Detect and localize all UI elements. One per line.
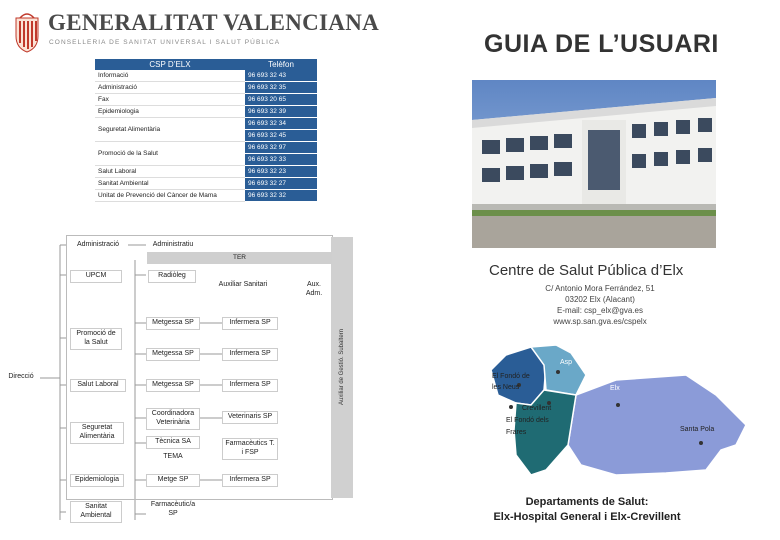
contact-phone: 96 693 20 65 [245, 94, 317, 106]
org-upcm: UPCM [70, 270, 122, 283]
address-line: 03202 Elx (Alacant) [565, 295, 635, 304]
table-row [95, 118, 317, 130]
org-epidemiologia: Epidemiologia [70, 474, 124, 487]
departments-caption [481, 495, 693, 525]
marker-aspe [556, 370, 560, 374]
centre-address [500, 283, 700, 327]
table-row [95, 70, 317, 82]
org-administracio: Administració [68, 240, 128, 251]
org-farmaceutica: Farmacèutic/a SP [146, 500, 200, 520]
contact-name: Administració [95, 82, 245, 94]
contact-phone: 96 693 32 33 [245, 154, 317, 166]
org-veterinaris: Veterinaris SP [222, 411, 278, 424]
table-header [95, 59, 317, 70]
contact-name: Unitat de Prevenció del Càncer de Mama [95, 190, 245, 202]
logo-subtitle: CONSELLERIA DE SANITAT UNIVERSAL I SALUT PÚBLICA [49, 39, 281, 46]
logo-name: GENERALITAT VALENCIANA [48, 10, 380, 35]
table-row [95, 142, 317, 154]
table-row [95, 190, 317, 202]
address-line: C/ Antonio Mora Ferrández, 51 [545, 284, 655, 293]
contact-name: Salut Laboral [95, 166, 245, 178]
map-label-elx: Elx [610, 385, 620, 392]
org-direccio: Direcció [2, 372, 40, 383]
contact-phone: 96 693 32 35 [245, 82, 317, 94]
centre-title: Centre de Salut Pública d’Elx [489, 262, 684, 279]
col-phone-header: Telèfon [245, 59, 317, 70]
marker-santa-pola [699, 441, 703, 445]
org-tecnica-sa: Tècnica SA [146, 436, 200, 449]
col-name-header: CSP D’ELX [95, 59, 245, 70]
org-aux-adm: Aux. Adm. [298, 280, 330, 300]
contact-phone: 96 693 32 39 [245, 106, 317, 118]
contact-phone: 96 693 32 97 [245, 142, 317, 154]
org-metge-sp: Metge SP [146, 474, 200, 487]
side-panel-label: Auxiliar de Gestió. Subaltern [339, 328, 345, 406]
health-departments-map [486, 335, 756, 485]
org-salut-laboral: Salut Laboral [70, 379, 126, 392]
map-label-santa-pola: Santa Pola [680, 426, 715, 433]
table-row [95, 82, 317, 94]
contacts-table [95, 59, 317, 202]
logo [12, 8, 380, 58]
org-radioleg: Radiòleg [148, 270, 196, 283]
contact-name: Promoció de la Salut [95, 142, 245, 166]
map-label-fondo-neus: El Fondó de les Neus [492, 373, 530, 391]
org-infermera-sp: Infermera SP [222, 348, 278, 361]
building-photo [472, 80, 716, 248]
map-label-aspe: Asp [560, 359, 573, 366]
contact-name: Seguretat Alimentària [95, 118, 245, 142]
region-elx [568, 375, 746, 475]
org-metgessa-sp: Metgessa SP [146, 317, 200, 330]
address-email: E-mail: csp_elx@gva.es [557, 306, 643, 315]
ter-bar: TER [147, 252, 332, 264]
departments-line: Elx-Hospital General i Elx-Crevillent [493, 511, 681, 523]
contact-phone: 96 693 32 43 [245, 70, 317, 82]
coat-of-arms-icon [12, 10, 42, 54]
map-label-crevillent: Crevillent [522, 405, 552, 412]
org-administratiu: Administratiu [146, 240, 200, 251]
table-row [95, 106, 317, 118]
map-label-fondo-frares: El Fondó dels Frares [506, 417, 549, 436]
contact-phone: 96 693 32 27 [245, 178, 317, 190]
org-infermera-sp: Infermera SP [222, 317, 278, 330]
org-infermera-sp: Infermera SP [222, 474, 278, 487]
contact-phone: 96 693 32 23 [245, 166, 317, 178]
org-auxiliar-sanitari: Auxiliar Sanitari [216, 280, 270, 291]
org-seguretat: Seguretat Alimentària [70, 422, 124, 444]
contact-phone: 96 693 32 34 [245, 118, 317, 130]
org-sanitat-ambiental: Sanitat Ambiental [70, 501, 122, 523]
org-tema: TEMA [146, 452, 200, 463]
contact-name: Epidemiologia [95, 106, 245, 118]
marker-fondo-frares [509, 405, 513, 409]
table-row [95, 178, 317, 190]
contact-name: Sanitat Ambiental [95, 178, 245, 190]
org-metgessa-sp: Metgessa SP [146, 348, 200, 361]
contact-phone: 96 693 32 32 [245, 190, 317, 202]
side-panel [331, 237, 353, 498]
departments-line: Departaments de Salut: [525, 496, 649, 508]
contact-name: Informació [95, 70, 245, 82]
table-row [95, 166, 317, 178]
org-farmaceutics: Farmacèutics T. i FSP [222, 438, 278, 460]
org-coordinadora-veterinaria: Coordinadora Veterinària [146, 408, 200, 430]
table-row [95, 94, 317, 106]
page-title: GUIA DE L’USUARI [484, 30, 719, 58]
contact-name: Fax [95, 94, 245, 106]
address-website: www.sp.san.gva.es/cspelx [553, 317, 647, 326]
org-promocio: Promoció de la Salut [70, 328, 122, 350]
org-infermera-sp: Infermera SP [222, 379, 278, 392]
marker-elx [616, 403, 620, 407]
contact-phone: 96 693 32 45 [245, 130, 317, 142]
org-metgessa-sp: Metgessa SP [146, 379, 200, 392]
